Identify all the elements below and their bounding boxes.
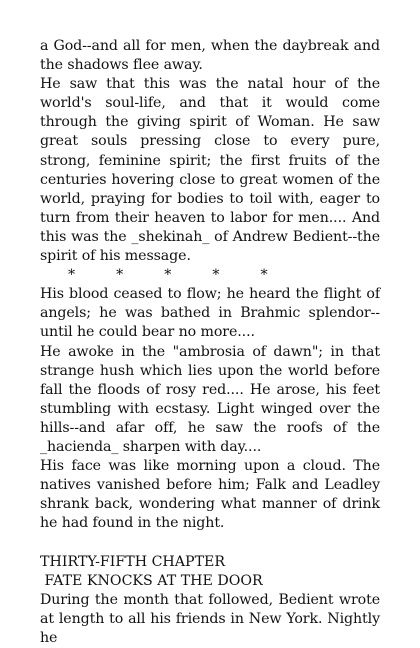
paragraph: His face was like morning upon a cloud. The natives vanished before him; Falk and Leadley shrank back, wondering what manner of drink he had found in the night. [40, 458, 380, 532]
paragraph: He saw that this was the natal hour of the world's soul-life, and that it would come through the giving spirit of Woman. He saw great souls pressing close to every pure, strong, feminine spirit; the first fruits of the centuries hovering close to great women of the world, praying for bodies to toil with, eager to turn from their heaven to labor for men.... And this was the _shekinah_ of Andrew Bedient--the spirit of his message. [40, 76, 380, 265]
section-separator: * * * * * [68, 267, 268, 284]
chapter-title: FATE KNOCKS AT THE DOOR [40, 572, 263, 589]
paragraph: During the month that followed, Bedient wrote at length to all his friends in New York. Nightly he [40, 591, 380, 646]
paragraph: a God--and all for men, when the daybreak and the shadows flee away. [40, 38, 380, 74]
blank-line [40, 533, 380, 552]
paragraph: He awoke in the "ambrosia of dawn"; in that strange hush which lies upon the world before fall the floods of rosy red.... He arose, his feet stumbling with ecstasy. Light winged over the hills--and afar off, he saw the roofs of the _hacienda_ sharpen with day.... [40, 343, 380, 455]
chapter-number: THIRTY-FIFTH CHAPTER [40, 553, 226, 570]
paragraph: His blood ceased to flow; he heard the flight of angels; he was bathed in Brahmic splendor--until he could bear no more.... [40, 286, 380, 341]
